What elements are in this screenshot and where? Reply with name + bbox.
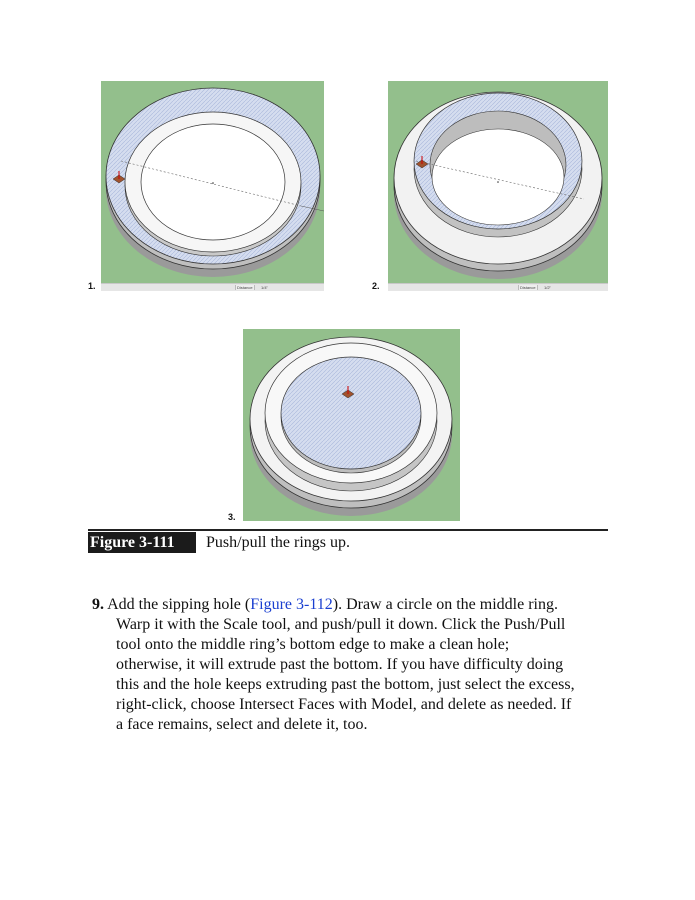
ring-model-illustration-3 bbox=[243, 329, 460, 521]
figure-caption-text: Push/pull the rings up. bbox=[206, 534, 351, 551]
step-label-3: 3. bbox=[228, 512, 236, 522]
status-bar-2 bbox=[388, 283, 608, 291]
instruction-line: a face remains, select and delete it, too. bbox=[116, 716, 368, 733]
instruction-line: this and the hole keeps extruding past the bottom, just select the excess, bbox=[116, 676, 575, 693]
step-label-1: 1. bbox=[88, 281, 96, 291]
instruction-line: tool onto the middle ring’s bottom edge to make a clean hole; bbox=[116, 636, 510, 653]
figure-caption-label: Figure 3-111 bbox=[88, 532, 196, 553]
instruction-line: Warp it with the Scale tool, and push/pull it down. Click the Push/Pull bbox=[116, 616, 566, 633]
instruction-line: otherwise, it will extrude past the bottom. If you have difficulty doing bbox=[116, 656, 564, 673]
step-number: 9. bbox=[92, 596, 104, 613]
distance-value: 1/4" bbox=[261, 285, 268, 290]
caption-rule bbox=[88, 529, 608, 531]
distance-label: Distance bbox=[237, 285, 253, 290]
figure-panel-3 bbox=[243, 329, 460, 521]
instruction-text-start: Add the sipping hole ( bbox=[107, 596, 251, 613]
step-label-2: 2. bbox=[372, 281, 380, 291]
figure-panel-1 bbox=[101, 81, 324, 283]
ring-model-illustration-2 bbox=[388, 81, 608, 283]
figure-panel-2 bbox=[388, 81, 608, 283]
instruction-text-end: ). Draw a circle on the middle ring. bbox=[332, 596, 558, 613]
distance-label: Distance bbox=[520, 285, 536, 290]
figure-link[interactable]: Figure 3-112 bbox=[250, 596, 333, 613]
distance-value: 1/2" bbox=[544, 285, 551, 290]
status-bar-1 bbox=[101, 283, 324, 291]
ring-model-illustration-1 bbox=[101, 81, 324, 283]
instruction-line: right-click, choose Intersect Faces with Model, and delete as needed. If bbox=[116, 696, 572, 713]
instruction-step-9 bbox=[92, 595, 612, 735]
